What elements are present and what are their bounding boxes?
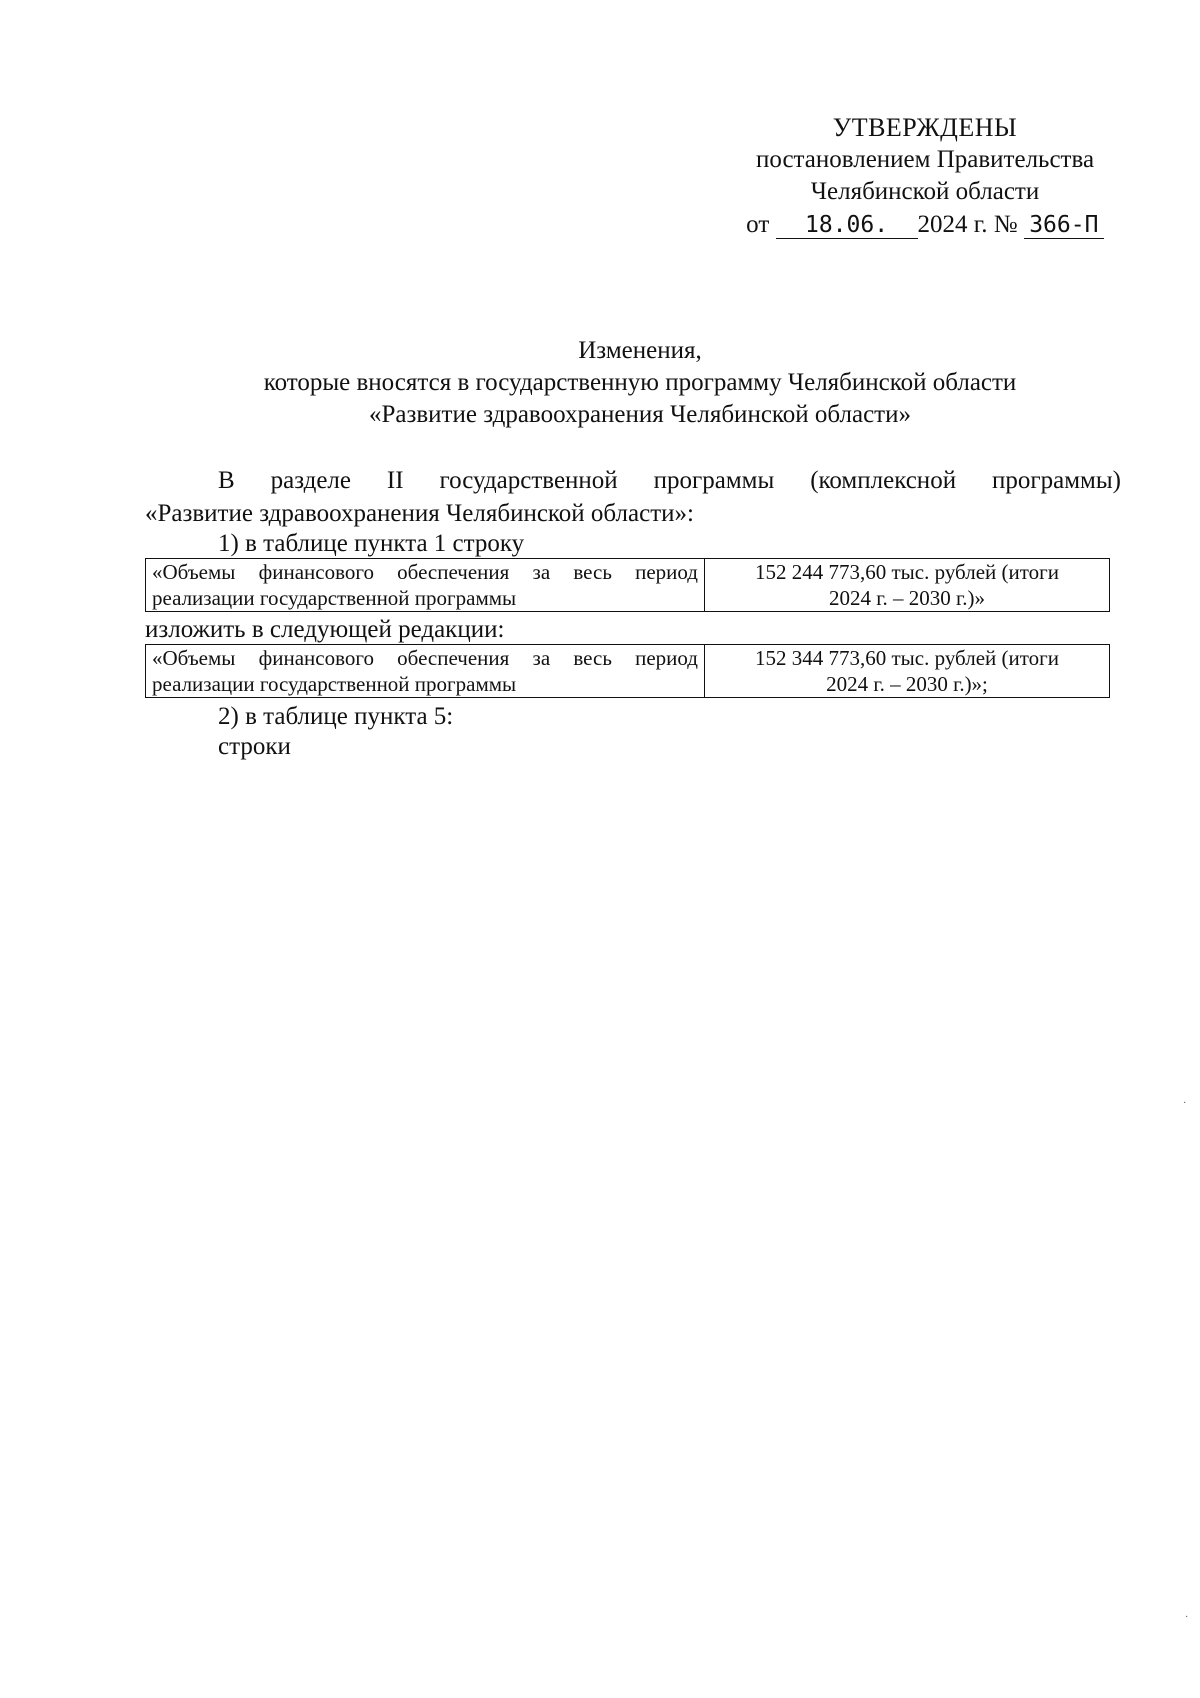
decree-number: 366-П — [1024, 212, 1104, 239]
approval-line-2: Челябинской области — [810, 178, 1040, 205]
heading-line-2: которые вносятся в государственную программу Челябинской области — [263, 369, 1017, 396]
paragraph-1-line-2: «Развитие здравоохранения Челябинской области»: — [145, 500, 694, 527]
approval-line-1: постановлением Правительства — [755, 146, 1095, 173]
table-old-amount: 152 244 773,60 тыс. рублей (итоги — [755, 560, 1059, 584]
table-new-left-cell: «Объемы финансового обеспечения за весь период реализации государственной программы — [146, 645, 705, 698]
item-2: 2) в таблице пункта 5: — [218, 703, 454, 730]
paragraph-1-line-1: В разделе II государственной программы (комплексной программы) — [218, 467, 1121, 494]
table-new-right-cell — [705, 645, 1110, 698]
table-row — [146, 559, 1110, 612]
table-new-row — [145, 644, 1110, 698]
item-1: 1) в таблице пункта 1 строку — [218, 530, 525, 557]
table-old-left-cell: «Объемы финансового обеспечения за весь период реализации государственной программы — [146, 559, 705, 612]
date-prefix: от — [746, 211, 770, 238]
document-body — [145, 464, 1121, 762]
table-old-row — [145, 558, 1110, 612]
approval-title: УТВЕРЖДЕНЫ — [832, 113, 1018, 142]
scan-speck: · — [1185, 1612, 1189, 1623]
table-new-period: 2024 г. – 2030 г.)»; — [826, 672, 988, 696]
decree-year: 2024 г. № — [917, 211, 1018, 238]
scan-speck: · — [1183, 1098, 1187, 1109]
table-old-right-cell — [705, 559, 1110, 612]
table-old-period: 2024 г. – 2030 г.)» — [829, 586, 985, 610]
decree-date: 18.06. — [776, 212, 918, 239]
table-row — [146, 645, 1110, 698]
replace-text: изложить в следующей редакции: — [145, 616, 505, 643]
heading-line-1: Изменения, — [578, 337, 702, 364]
rows-word: строки — [218, 733, 291, 760]
approval-stamp — [700, 112, 1150, 241]
heading-line-3: «Развитие здравоохранения Челябинской области» — [368, 401, 911, 428]
approval-date-line — [700, 209, 1150, 241]
table-new-amount: 152 344 773,60 тыс. рублей (итоги — [755, 646, 1059, 670]
document-heading — [140, 335, 1140, 431]
